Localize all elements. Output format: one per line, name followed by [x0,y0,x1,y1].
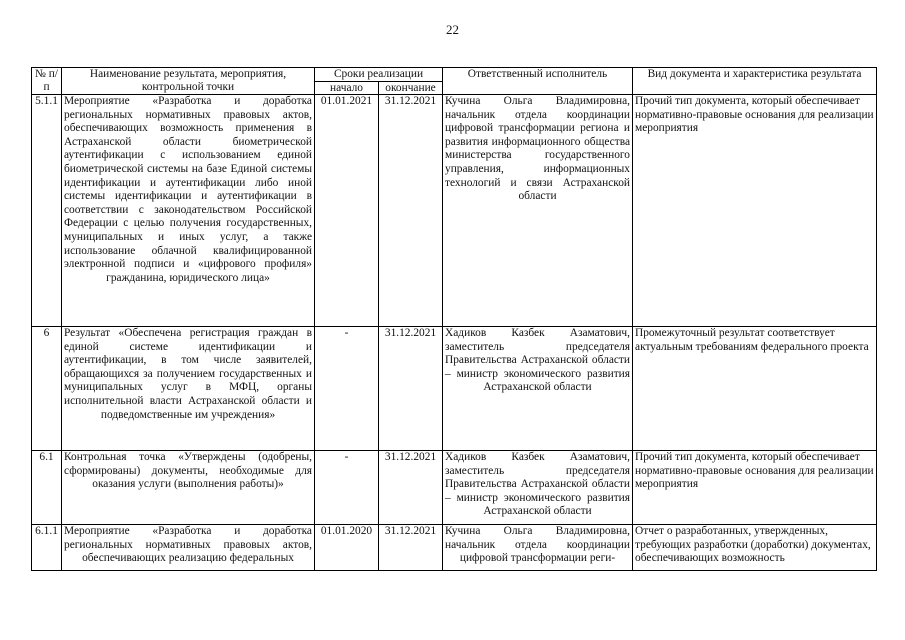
row-responsible: Хадиков Казбек Азаматович, заместитель председателя Правительства Астраханской области – министр экономического развития Астраханской области [443,327,633,451]
row-responsible: Кучина Ольга Владимировна, начальник отдела координации цифровой трансформации региона и развития информационного общества министерства государственного управления, информационных технологий и связи Астраханской области [443,95,633,327]
header-terms: Сроки реализации [315,68,443,82]
header-row [32,68,877,82]
row-num: 5.1.1 [32,95,62,327]
header-end: окончание [379,81,443,95]
row-num: 6.1.1 [32,525,62,571]
row-name: Контрольная точка «Утверждены (одобрены, сформированы) документы, необходимые для оказания услуги (выполнения работы)» [62,451,315,525]
row-name-text: Мероприятие «Разработка и доработка региональных нормативных правовых актов, обеспечивающих реализацию федеральных [64,525,312,565]
table-row [32,525,877,571]
row-name: Мероприятие «Разработка и доработка региональных нормативных правовых актов, обеспечивающих возможность применения в Астраханской области биометрической аутентификации с использованием единой биометрической системы на базе Единой системы идентификации и аутентификации либо иной системы идентификации и аутентификации в соответствии с законодательством Российской Федерации с целью получения государственных, муниципальных и иных услуг, а также использование облачной квалифицированной электронной подписи и «цифрового профиля» гражданина, юридического лица» [62,95,315,327]
row-num: 6 [32,327,62,451]
row-responsible-text: Кучина Ольга Владимировна, начальник отдела координации цифровой трансформации реги- [445,525,631,565]
row-responsible: Хадиков Казбек Азаматович, заместитель председателя Правительства Астраханской области – министр экономического развития Астраханской области [443,451,633,525]
row-responsible [443,525,633,571]
row-start: - [315,451,379,525]
row-doc-type [633,525,877,571]
row-end: 31.12.2021 [379,327,443,451]
header-start: начало [315,81,379,95]
row-end: 31.12.2021 [379,451,443,525]
row-start: - [315,327,379,451]
row-end: 31.12.2021 [379,525,443,571]
header-doc-type: Вид документа и характеристика результата [633,68,877,95]
table-row [32,327,877,451]
row-num: 6.1 [32,451,62,525]
row-start: 01.01.2020 [315,525,379,571]
row-doc-type: Прочий тип документа, который обеспечивает нормативно-правовые основания для реализации мероприятия [633,451,877,525]
header-num: № п/п [32,68,62,95]
header-responsible: Ответственный исполнитель [443,68,633,95]
page-number: 22 [446,22,459,37]
header-name: Наименование результата, мероприятия, контрольной точки [62,68,315,95]
row-doc-type: Промежуточный результат соответствует актуальным требованиям федерального проекта [633,327,877,451]
table-row [32,451,877,525]
row-doc-type-text: Отчет о разработанных, утвержденных, требующих разработки (доработки) документах, обеспечивающих возможность [635,525,871,565]
plan-table [31,67,877,571]
row-start: 01.01.2021 [315,95,379,327]
row-end: 31.12.2021 [379,95,443,327]
row-name: Результат «Обеспечена регистрация граждан в единой системе идентификации и аутентификации, в том числе заявителей, обращающихся за получением государственных и муниципальных услуг в МФЦ, органы исполнительной власти Астраханской области и подведомственные им учреждения» [62,327,315,451]
row-name [62,525,315,571]
table-row [32,95,877,327]
row-doc-type: Прочий тип документа, который обеспечивает нормативно-правовые основания для реализации мероприятия [633,95,877,327]
